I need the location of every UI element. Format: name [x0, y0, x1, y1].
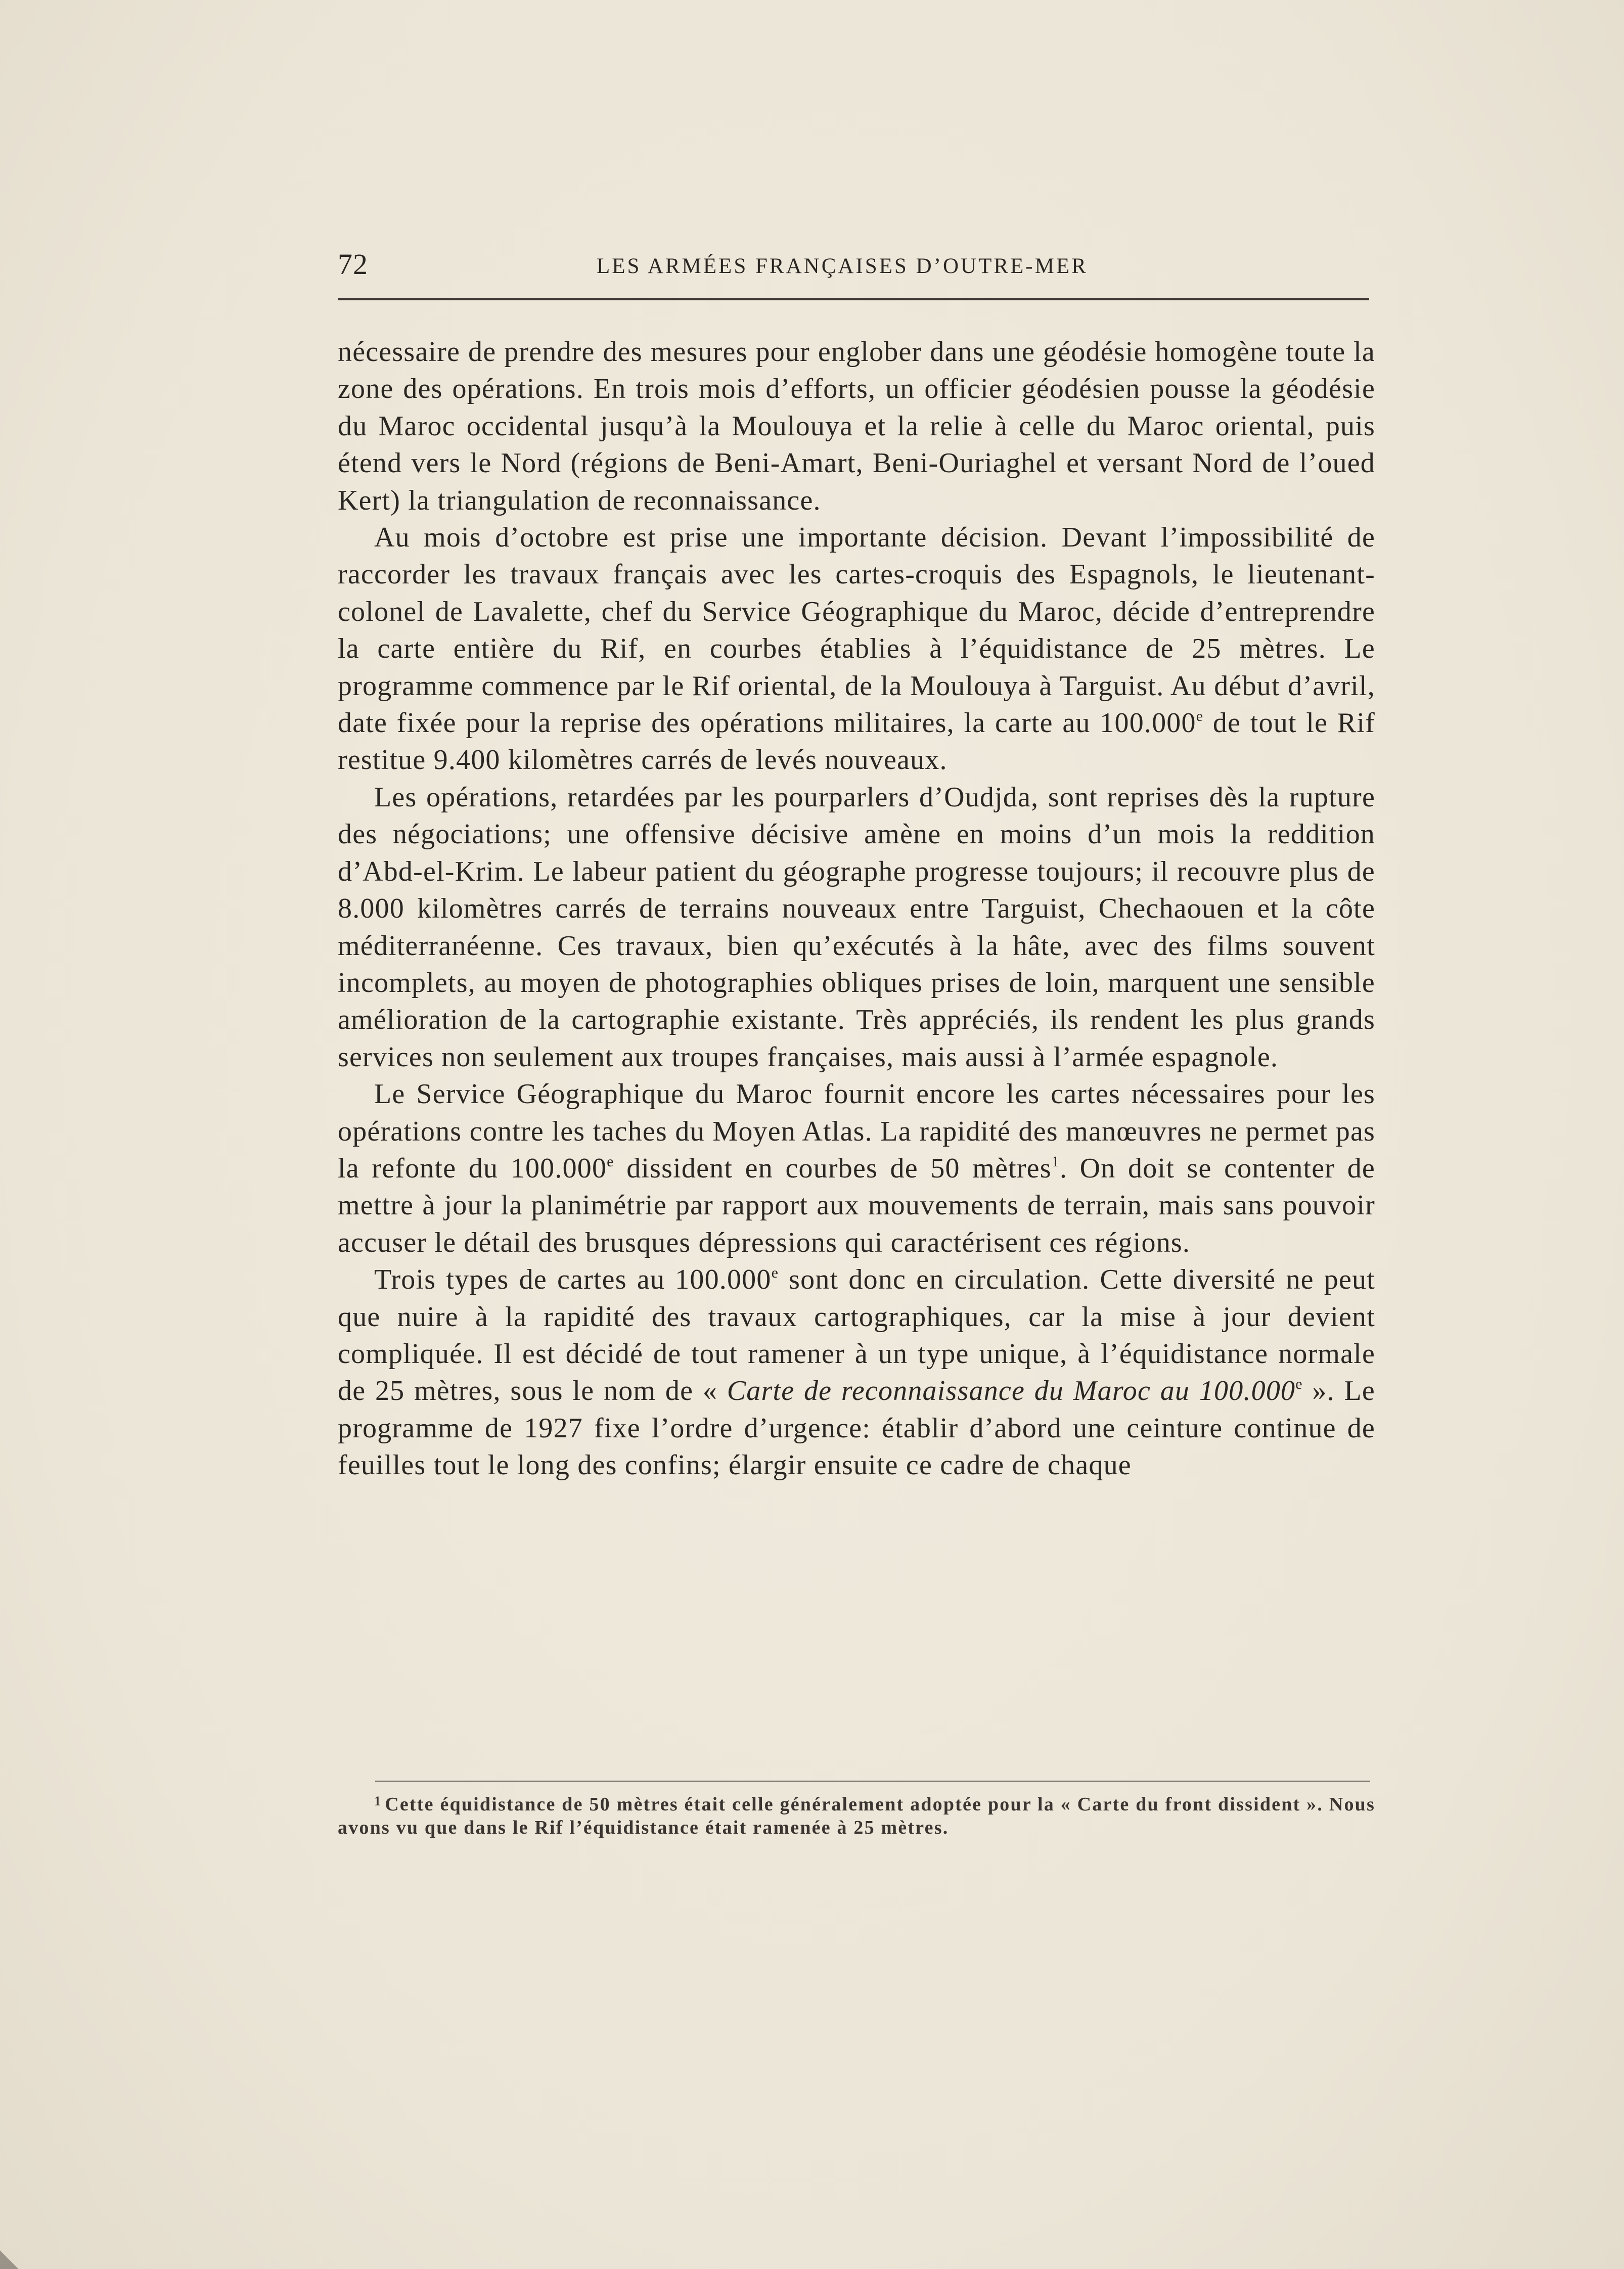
footnote-rule: [375, 1781, 1370, 1782]
paragraph-4-text-a: Le Service Géographique du Maroc fournit encore les cartes nécessaires pour les opérations contre les taches du Moyen Atlas. La rapidité des manœuvres ne permet pas la refonte du 100.000: [338, 1078, 1375, 1184]
ordinal-superscript: e: [1196, 708, 1204, 725]
paragraph-1-text: nécessaire de prendre des mesures pour englober dans une géodésie homogène toute la zone des opérations. En trois mois d’efforts, un officier géodésien pousse la géodésie du Maroc occidental jusqu’à la Moulouya et la relie à celle du Maroc oriental, puis étend vers le Nord (régions de Beni-Amart, Beni-Ouriaghel et versant Nord de l’oued Kert) la triangulation de reconnaissance.: [338, 336, 1375, 516]
paragraph-5: [338, 1261, 1375, 1484]
footnote-text: Cette équidistance de 50 mètres était celle généralement adoptée pour la « Carte du front dissident ». Nous avons vu que dans le Rif l’équidistance était ramenée à 25 mètres.: [338, 1794, 1375, 1838]
ordinal-superscript: e: [1295, 1376, 1303, 1393]
ordinal-superscript: e: [607, 1153, 614, 1170]
page-number: 72: [338, 248, 368, 281]
paragraph-2: [338, 519, 1375, 779]
running-title: LES ARMÉES FRANÇAISES D’OUTRE-MER: [597, 254, 1088, 278]
paragraph-3: [338, 779, 1375, 1076]
footnote-mark: 1: [374, 1794, 382, 1808]
paragraph-1: [338, 334, 1375, 519]
page-corner-shadow: [0, 2239, 30, 2269]
footnote: [338, 1793, 1375, 1839]
ordinal-superscript: e: [771, 1264, 779, 1282]
body-text: [338, 334, 1375, 1484]
paragraph-4: [338, 1076, 1375, 1261]
footnote-reference: 1: [1051, 1153, 1060, 1170]
paragraph-4-text-b: dissident en courbes de 50 mètres: [614, 1152, 1052, 1184]
header-rule: [338, 298, 1369, 300]
paragraph-5-text-a: Trois types de cartes au 100.000: [374, 1264, 772, 1296]
paragraph-3-text: Les opérations, retardées par les pourparlers d’Oudjda, sont reprises dès la rupture des négociations; une offensive décisive amène en moins d’un mois la reddition d’Abd-el-Krim. Le labeur patient du géographe progresse toujours; il recouvre plus de 8.000 kilomètres carrés de terrains nouveaux entre Targuist, Chechaouen et la côte méditerranéenne. Ces travaux, bien qu’exécutés à la hâte, avec des films souvent incomplets, au moyen de photographies obliques prises de loin, marquent une sensible amélioration de la cartographie existante. Très appréciés, ils rendent les plus grands services non seulement aux troupes françaises, mais aussi à l’armée espagnole.: [338, 781, 1375, 1073]
paragraph-2-text-b: de tout le Rif restitue 9.400 kilomètres carrés de levés nouveaux.: [338, 707, 1375, 776]
paragraph-2-text-a: Au mois d’octobre est prise une importante décision. Devant l’impossibilité de raccorder les travaux français avec les cartes-croquis des Espagnols, le lieutenant-colonel de Lavalette, chef du Service Géographique du Maroc, décide d’entreprendre la carte entière du Rif, en courbes établies à l’équidistance de 25 mètres. Le programme commence par le Rif oriental, de la Moulouya à Targuist. Au début d’avril, date fixée pour la reprise des opérations militaires, la carte au 100.000: [338, 522, 1375, 739]
paragraph-5-text-b: sont donc en circulation. Cette diversité ne peut que nuire à la rapidité des travaux cartographiques, car la mise à jour devient compliquée. Il est décidé de tout ramener à un type unique, à l’équidistance normale de 25 mètres, sous le nom de «: [338, 1264, 1375, 1407]
paragraph-4-text-c: . On doit se contenter de mettre à jour la planimétrie par rapport aux mouvements de terrain, mais sans pouvoir accuser le détail des brusques dépressions qui caractérisent ces régions.: [338, 1152, 1375, 1258]
map-title-italic: Carte de reconnaissance du Maroc au 100.000: [727, 1375, 1296, 1407]
paragraph-5-text-c: ». Le programme de 1927 fixe l’ordre d’urgence: établir d’abord une ceinture continue de feuilles tout le long des confins; élargir ensuite ce cadre de chaque: [338, 1375, 1375, 1481]
running-header: [338, 247, 1369, 287]
